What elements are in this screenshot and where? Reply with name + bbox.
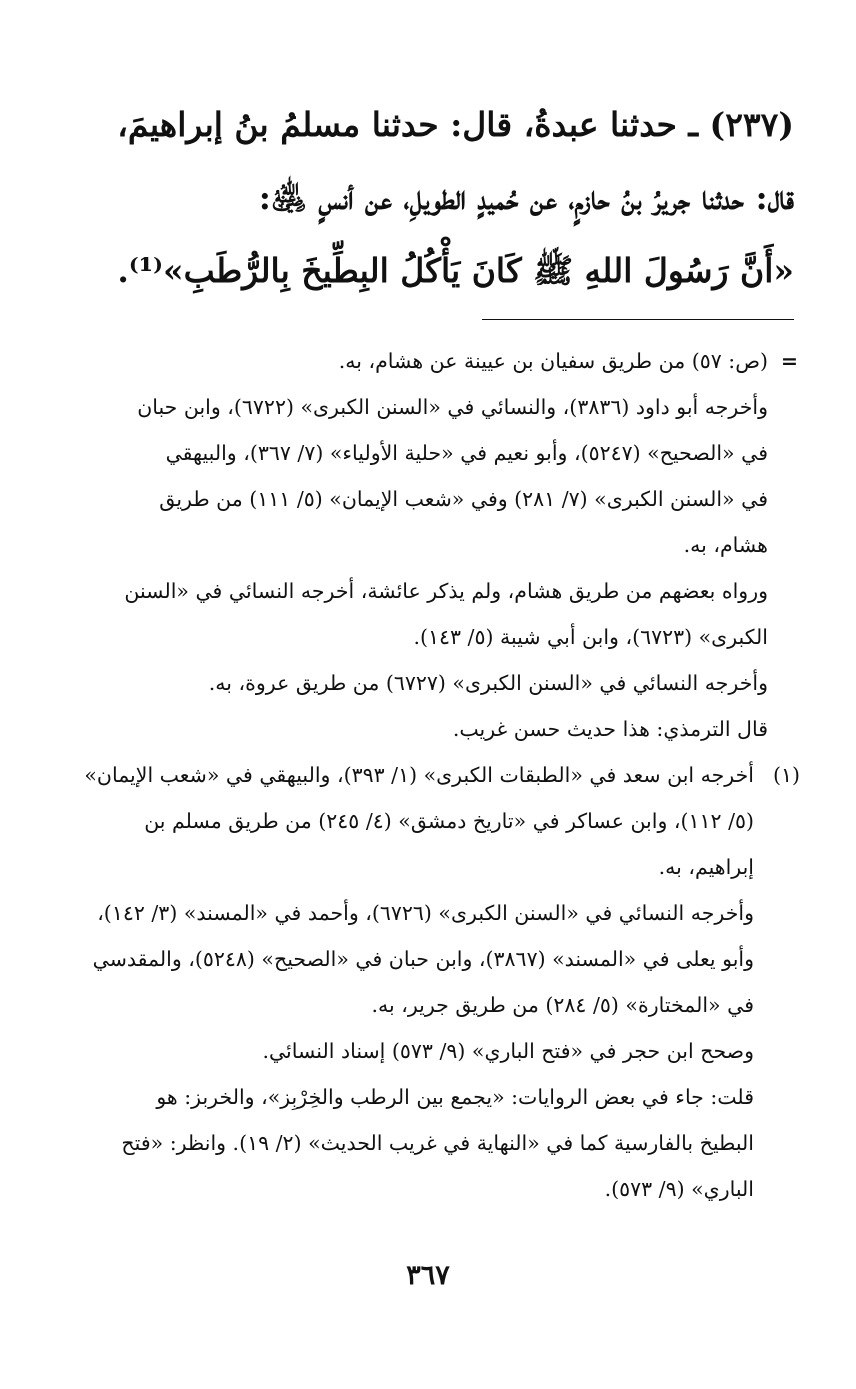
footnote-line: في «السنن الكبرى» (٧/ ٢٨١) وفي «شعب الإيمان» (٥/ ١١١) من طريق <box>159 487 768 511</box>
footnote-line: وصحح ابن حجر في «فتح الباري» (٩/ ٥٧٣) إسناد النسائي. <box>262 1039 754 1063</box>
hadith-line: (٢٣٧) ـ حدثنا عبدةُ، قال: حدثنا مسلمُ بنُ إبراهيمَ، <box>117 105 794 144</box>
footnote-line: هشام، به. <box>683 533 768 557</box>
continuation-marker: = <box>780 349 798 373</box>
footnote-line: قال الترمذي: هذا حديث حسن غريب. <box>452 717 768 741</box>
footnote-line: في «المختارة» (٥/ ٢٨٤) من طريق جرير، به. <box>371 993 754 1017</box>
footnote-line: ورواه بعضهم من طريق هشام، ولم يذكر عائشة، أخرجه النسائي في «السنن <box>124 579 768 603</box>
continued-footnote <box>54 338 798 752</box>
footnote-marker: (١) <box>772 763 800 787</box>
footnote-line: وأبو يعلى في «المسند» (٣٨٦٧)، وابن حبان في «الصحيح» (٥٢٤٨)، والمقدسي <box>92 947 754 971</box>
page-number: ٣٦٧ <box>406 1260 450 1291</box>
footnote-line: أخرجه ابن سعد في «الطبقات الكبرى» (١/ ٣٩٣)، والبيهقي في «شعب الإيمان» <box>84 763 754 787</box>
hadith-line: «أَنَّ رَسُولَ اللهِ ﷺ كَانَ يَأْكُلُ البِطِّيخَ بِالرُّطَبِ»⁽¹⁾. <box>117 251 794 290</box>
footnote-1 <box>54 752 800 1212</box>
footnote-line: (٥/ ١١٢)، وابن عساكر في «تاريخ دمشق» (٤/ ٢٤٥) من طريق مسلم بن <box>144 809 754 833</box>
footnote-line: وأخرجه أبو داود (٣٨٣٦)، والنسائي في «السنن الكبرى» (٦٧٢٢)، وابن حبان <box>137 395 768 419</box>
footnote-line: البطيخ بالفارسية كما في «النهاية في غريب الحديث» (٢/ ١٩). وانظر: «فتح <box>121 1131 754 1155</box>
footnote-line: الباري» (٩/ ٥٧٣). <box>604 1177 754 1201</box>
footnote-line: الكبرى» (٦٧٢٣)، وابن أبي شيبة (٥/ ١٤٣). <box>413 625 768 649</box>
footnote-line: في «الصحيح» (٥٢٤٧)، وأبو نعيم في «حلية الأولياء» (٧/ ٣٦٧)، والبيهقي <box>165 441 768 465</box>
footnotes <box>54 338 800 1212</box>
footnote-line: وأخرجه النسائي في «السنن الكبرى» (٦٧٢٧) من طريق عروة، به. <box>208 671 768 695</box>
footnote-line: وأخرجه النسائي في «السنن الكبرى» (٦٧٢٦)، وأحمد في «المسند» (٣/ ١٤٢)، <box>97 901 754 925</box>
hadith-line: قال: حدثنا جريرُ بنُ حازمٍ، عن حُميدٍ الطويلِ، عن أنسٍ ﵁: <box>258 178 794 217</box>
hadith-text <box>49 88 794 307</box>
footnote-line: قلت: جاء في بعض الروايات: «يجمع بين الرطب والخِرْبِز»، والخربز: هو <box>156 1085 754 1109</box>
footnote-line: (ص: ٥٧) من طريق سفيان بن عيينة عن هشام، به. <box>338 349 768 373</box>
footnote-line: إبراهيم، به. <box>658 855 754 879</box>
footnote-separator <box>482 319 794 320</box>
